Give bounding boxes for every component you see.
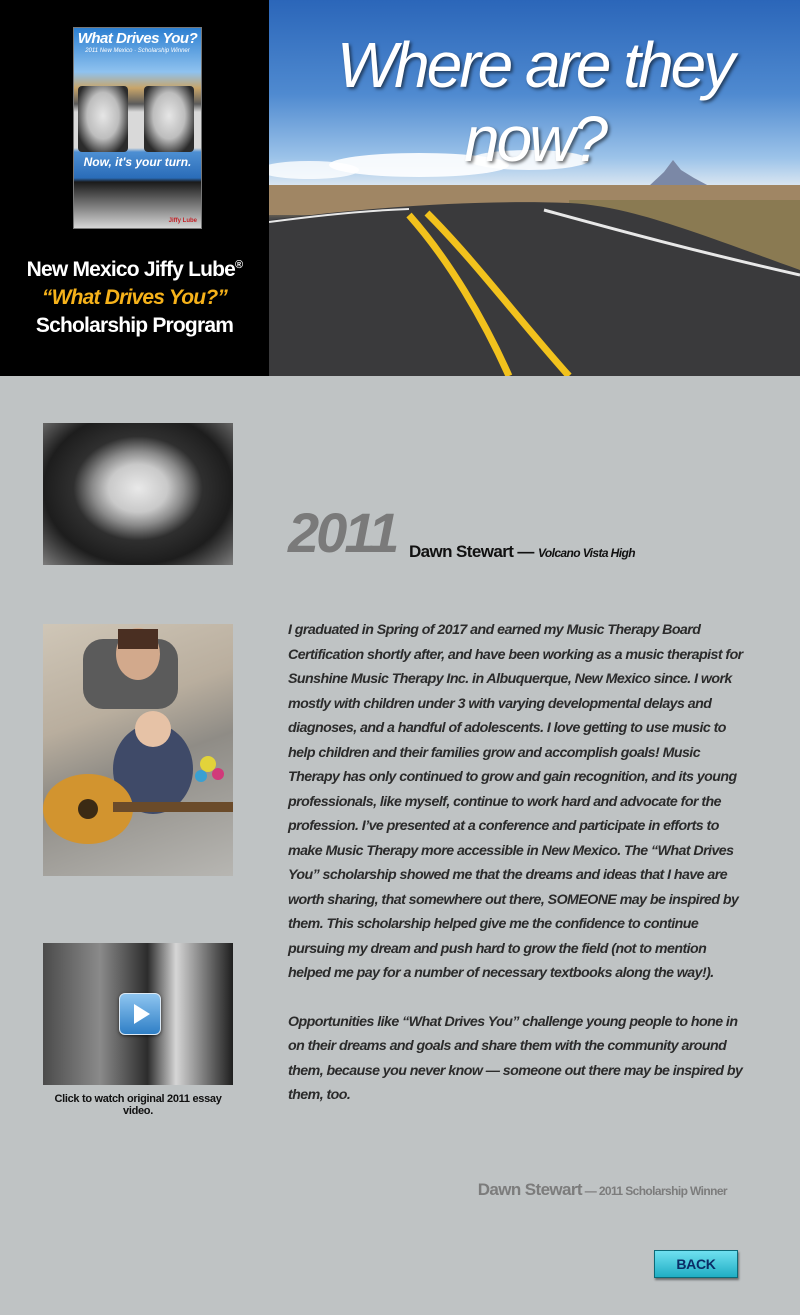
program-title-line3: Scholarship Program — [35, 314, 234, 337]
essay-video-thumbnail[interactable] — [43, 943, 233, 1085]
winner-name: Dawn Stewart — [409, 542, 514, 561]
poster-brand-logo: Jiffy Lube — [168, 218, 197, 224]
registered-mark: ® — [235, 259, 243, 271]
play-icon — [134, 1004, 150, 1024]
program-panel — [0, 0, 269, 376]
winner-name-line — [409, 542, 635, 562]
essay-paragraph: Opportunities like “What Drives You” challenge young people to hone in on their dreams and goals and share them with the community around them, because you never know — someone out there may be inspired by them, too. — [288, 1013, 743, 1103]
scholarship-poster-image — [73, 27, 202, 229]
poster-photo-left — [78, 86, 128, 152]
signature-name: Dawn Stewart — [477, 1180, 582, 1199]
winner-portrait-photo — [43, 423, 233, 565]
poster-photo-right — [144, 86, 194, 152]
essay-text — [288, 618, 750, 1108]
page-header — [0, 0, 800, 376]
winner-year: 2011 — [288, 501, 397, 564]
poster-title: What Drives You? — [77, 30, 198, 47]
winner-school: Volcano Vista High — [537, 546, 635, 560]
poster-subtitle: 2011 New Mexico · Scholarship Winner — [85, 48, 190, 54]
back-button[interactable]: BACK — [654, 1250, 738, 1278]
play-video-button[interactable] — [119, 993, 161, 1035]
essay-paragraph: I graduated in Spring of 2017 and earned my Music Therapy Board Certification shortly after, and have been working as a music therapist for Sunshine Music Therapy Inc. in Albuquerque, New Mexico since. I work mostly with children under 3 with varying developmental delays and diagnoses, and a handful of adolescents. I love getting to use music to help children and their families grow and accomplish goals! Music Therapy has only continued to grow and gain recognition, and its young professionals, like myself, continue to work hard and advocate for the profession. I’ve presented at a conference and participate in efforts to make Music Therapy more accessible in New Mexico. The “What Drives You” scholarship showed me that the dreams and ideas that I have are worth sharing, that somewhere out there, SOMEONE may be inspired by them. This scholarship helped give me the confidence to continue pursuing my dream and push hard to grow the field (not to mention helped me pay for a number of necessary textbooks along the way!). — [288, 622, 743, 981]
hero-road-image — [269, 0, 800, 376]
name-separator: — — [513, 542, 538, 561]
program-title-line2: “What Drives You?” — [41, 286, 228, 309]
guitar-illustration — [43, 624, 233, 876]
hero-title: Where are they now? — [336, 29, 733, 175]
program-title — [0, 251, 269, 340]
signature — [478, 1180, 727, 1200]
poster-tagline: Now, it's your turn. — [83, 155, 192, 169]
music-therapy-photo — [43, 624, 233, 876]
signature-role: — 2011 Scholarship Winner — [581, 1184, 727, 1198]
video-caption-link[interactable]: Click to watch original 2011 essay video. — [54, 1093, 222, 1117]
program-title-line1: New Mexico Jiffy Lube — [26, 258, 236, 281]
